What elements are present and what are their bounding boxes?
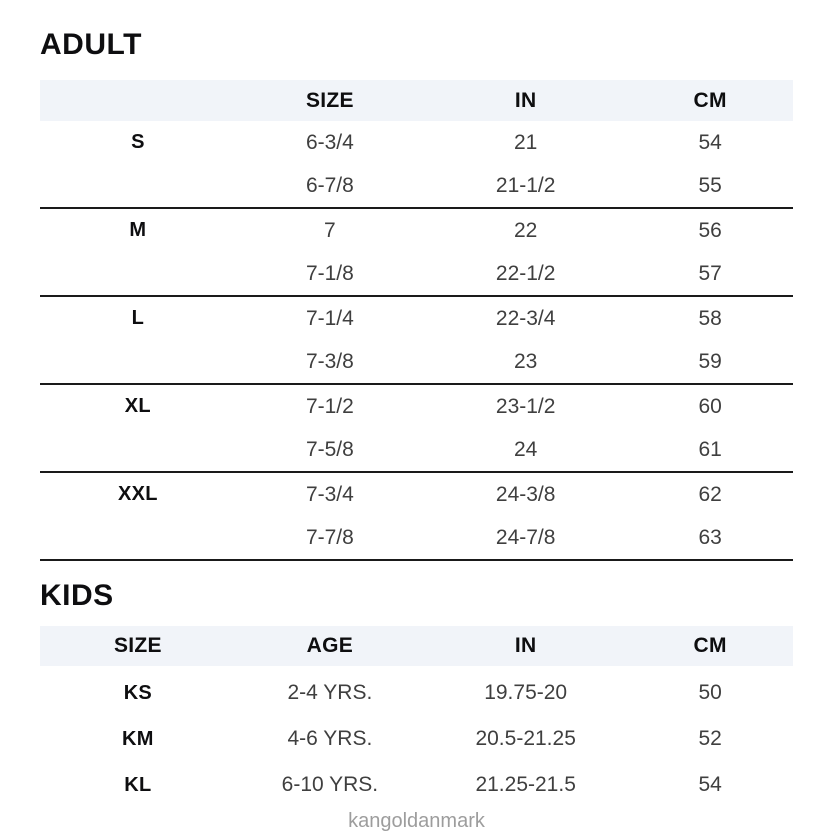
kids-col-header-in: IN — [514, 634, 537, 657]
table-row — [40, 716, 793, 762]
adult-size-group-s — [40, 121, 793, 209]
cell-hat-size: 7-1/4 — [305, 306, 354, 330]
cell-inches: 23-1/2 — [495, 394, 556, 418]
adult-table-header-row — [40, 80, 793, 121]
table-row — [40, 297, 793, 340]
table-row — [40, 340, 793, 383]
cell-hat-size: 7-3/8 — [305, 349, 354, 373]
group-size-label: S — [131, 131, 145, 153]
cell-cm: 59 — [698, 349, 722, 373]
cell-age: 6-10 YRS. — [281, 773, 379, 796]
watermark-text: kangoldanmark — [348, 810, 485, 832]
cell-cm: 61 — [698, 437, 722, 461]
adult-col-header-in: IN — [514, 88, 537, 112]
adult-size-group-xl — [40, 385, 793, 473]
cell-inches: 24-7/8 — [495, 525, 556, 549]
table-row — [40, 762, 793, 808]
kids-col-header-size: SIZE — [113, 634, 162, 657]
kids-col-header-age: AGE — [306, 634, 354, 657]
kids-table-header-row — [40, 626, 793, 666]
table-row — [40, 385, 793, 428]
kids-section — [40, 581, 793, 808]
cell-hat-size: 7-3/4 — [305, 482, 354, 506]
cell-kids-size: KL — [124, 773, 152, 796]
cell-inches: 22-3/4 — [495, 306, 556, 330]
adult-col-header-size: SIZE — [305, 88, 354, 112]
cell-hat-size: 7 — [324, 218, 336, 242]
cell-inches: 20.5-21.25 — [475, 727, 576, 750]
cell-cm: 54 — [698, 773, 722, 796]
cell-cm: 55 — [698, 173, 722, 197]
cell-inches: 21 — [513, 130, 538, 154]
cell-hat-size: 7-1/2 — [305, 394, 354, 418]
table-row — [40, 473, 793, 516]
table-row — [40, 164, 793, 207]
table-row — [40, 516, 793, 559]
cell-inches: 22-1/2 — [495, 261, 556, 285]
group-size-label: M — [129, 219, 147, 241]
cell-inches: 21-1/2 — [495, 173, 556, 197]
cell-cm: 63 — [698, 525, 722, 549]
cell-cm: 56 — [698, 218, 722, 242]
group-size-label: XL — [124, 395, 151, 417]
cell-cm: 50 — [698, 681, 722, 704]
cell-inches: 23 — [513, 349, 538, 373]
cell-hat-size: 6-7/8 — [305, 173, 354, 197]
cell-inches: 24 — [513, 437, 538, 461]
kids-col-header-cm: CM — [693, 634, 727, 657]
kids-table-body — [40, 670, 793, 808]
cell-kids-size: KS — [123, 681, 153, 704]
cell-inches: 22 — [513, 218, 538, 242]
adult-size-group-l — [40, 297, 793, 385]
table-row — [40, 670, 793, 716]
cell-hat-size: 7-1/8 — [305, 261, 354, 285]
adult-size-table — [40, 80, 793, 561]
table-row — [40, 428, 793, 471]
cell-inches: 19.75-20 — [484, 681, 568, 704]
group-size-label: XXL — [117, 483, 158, 505]
cell-inches: 24-3/8 — [495, 482, 556, 506]
table-row — [40, 121, 793, 164]
adult-col-header-cm: CM — [693, 88, 727, 112]
cell-age: 2-4 YRS. — [287, 681, 373, 704]
table-row — [40, 209, 793, 252]
cell-inches: 21.25-21.5 — [475, 773, 576, 796]
adult-section — [40, 30, 793, 561]
cell-cm: 57 — [698, 261, 722, 285]
cell-kids-size: KM — [122, 727, 154, 750]
cell-cm: 62 — [698, 482, 722, 506]
kids-size-table — [40, 626, 793, 808]
adult-section-title: ADULT — [40, 28, 142, 61]
group-size-label: L — [131, 307, 145, 329]
adult-size-group-xxl — [40, 473, 793, 561]
kids-section-title: KIDS — [40, 579, 114, 612]
cell-hat-size: 7-5/8 — [305, 437, 354, 461]
cell-cm: 58 — [698, 306, 722, 330]
cell-age: 4-6 YRS. — [287, 727, 373, 750]
cell-hat-size: 7-7/8 — [305, 525, 354, 549]
adult-size-group-m — [40, 209, 793, 297]
table-row — [40, 252, 793, 295]
cell-hat-size: 6-3/4 — [305, 130, 354, 154]
cell-cm: 54 — [698, 130, 722, 154]
cell-cm: 60 — [698, 394, 722, 418]
cell-cm: 52 — [698, 727, 722, 750]
